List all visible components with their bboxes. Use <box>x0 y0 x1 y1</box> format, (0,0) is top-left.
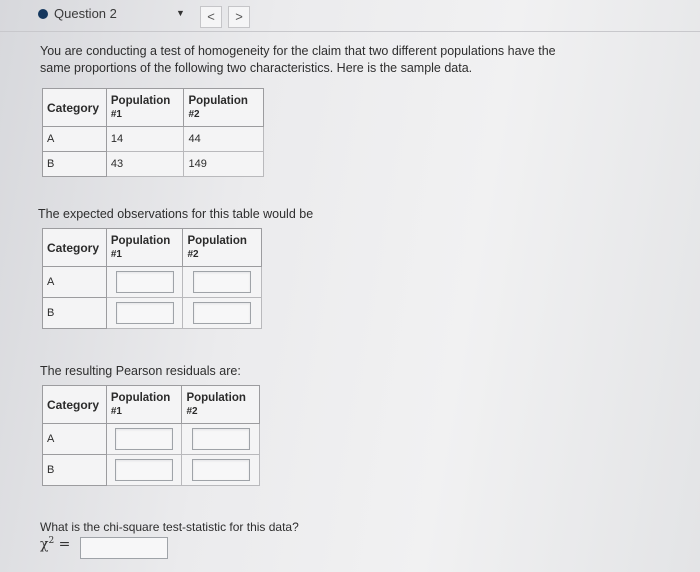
dropdown-arrow-icon[interactable]: ▼ <box>176 8 185 18</box>
category-cell: A <box>43 424 107 455</box>
population-2-header-number: #2 <box>187 248 199 260</box>
chi-square-symbol <box>40 536 70 553</box>
expected-cell <box>106 298 183 329</box>
pearson-residuals-table <box>42 385 260 486</box>
population-1-header-text: Population <box>110 234 171 247</box>
population-1-header-number: #1 <box>110 108 122 120</box>
table-row <box>43 455 260 486</box>
column-header-category: Category <box>43 89 107 127</box>
category-cell: B <box>43 455 107 486</box>
population-1-header-number: #1 <box>110 405 122 417</box>
expected-observations-table <box>42 228 262 329</box>
column-header-population-2 <box>182 386 260 424</box>
column-header-population-1 <box>106 89 184 127</box>
table-row <box>43 152 264 177</box>
residual-cell <box>106 424 182 455</box>
next-question-button[interactable]: > <box>228 6 250 28</box>
population-1-header-text: Population <box>110 94 171 107</box>
residual-cell <box>182 424 260 455</box>
category-cell: B <box>43 298 107 329</box>
table-row <box>43 127 264 152</box>
column-header-population-2 <box>184 89 264 127</box>
column-header-population-1 <box>106 386 182 424</box>
expected-b-pop2-input[interactable] <box>193 302 251 324</box>
sample-data-table <box>42 88 264 177</box>
population-2-header-text: Population <box>186 391 246 404</box>
expected-cell <box>183 267 262 298</box>
table-row <box>43 267 262 298</box>
column-header-category: Category <box>43 386 107 424</box>
expected-b-pop1-input[interactable] <box>116 302 174 324</box>
residual-cell <box>182 455 260 486</box>
residual-b-pop2-input[interactable] <box>192 459 250 481</box>
table-row <box>43 424 260 455</box>
question-label[interactable]: Question 2 <box>54 6 117 21</box>
column-header-population-2 <box>183 229 262 267</box>
population-2-header-number: #2 <box>188 108 200 120</box>
observed-cell: 149 <box>184 152 264 177</box>
column-header-category: Category <box>43 229 107 267</box>
previous-question-button[interactable]: < <box>200 6 222 28</box>
chi-square-prompt: What is the chi-square test-statistic for this data? <box>40 520 299 534</box>
observed-cell: 43 <box>106 152 184 177</box>
residual-b-pop1-input[interactable] <box>115 459 173 481</box>
residuals-prompt: The resulting Pearson residuals are: <box>40 364 241 378</box>
chi-symbol: χ <box>40 536 49 553</box>
table-row <box>43 298 262 329</box>
category-cell: A <box>43 267 107 298</box>
expected-a-pop2-input[interactable] <box>193 271 251 293</box>
expected-cell <box>106 267 183 298</box>
intro-text-line-1: You are conducting a test of homogeneity for the claim that two different populations have the <box>40 44 556 58</box>
expected-a-pop1-input[interactable] <box>116 271 174 293</box>
chi-square-answer-input[interactable] <box>80 537 168 559</box>
residual-a-pop1-input[interactable] <box>115 428 173 450</box>
category-cell: B <box>43 152 107 177</box>
expected-prompt: The expected observations for this table would be <box>38 207 314 221</box>
question-navigation-bar <box>0 0 700 32</box>
population-2-header-number: #2 <box>186 405 198 417</box>
population-2-header-text: Population <box>188 94 248 107</box>
expected-cell <box>183 298 262 329</box>
column-header-population-1 <box>106 229 183 267</box>
residual-a-pop2-input[interactable] <box>192 428 250 450</box>
category-cell: A <box>43 127 107 152</box>
chi-exponent: 2 <box>48 536 55 546</box>
population-1-header-text: Population <box>110 391 171 404</box>
population-1-header-number: #1 <box>110 248 122 260</box>
equals-sign: = <box>58 536 71 553</box>
question-status-dot <box>38 9 48 19</box>
observed-cell: 44 <box>184 127 264 152</box>
population-2-header-text: Population <box>187 234 247 247</box>
intro-text-line-2: same proportions of the following two characteristics. Here is the sample data. <box>40 61 473 75</box>
residual-cell <box>106 455 182 486</box>
observed-cell: 14 <box>106 127 184 152</box>
